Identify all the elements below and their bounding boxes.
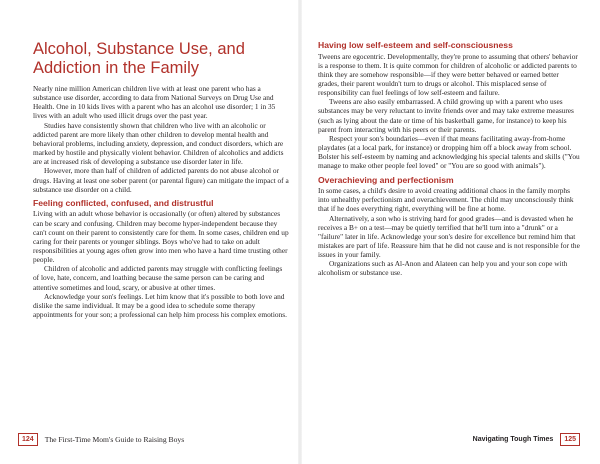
running-head-chapter: Navigating Tough Times (472, 436, 554, 443)
left-footer (18, 433, 191, 446)
body-paragraph: Tweens are also easily embarrassed. A child growing up with a parent who uses substances may be very reluctant to invite friends over and may take extreme measures (such as lying about the date or time of his basketball game, for instance) to keep his parent from interacting with his peers or their parents. (318, 97, 574, 134)
section-heading-self-esteem: Having low self-esteem and self-consciousness (318, 40, 513, 50)
body-paragraph: Organizations such as Al-Anon and Alateen can help you and your son cope with alcoholism or substance use. (318, 259, 568, 278)
right-page (300, 0, 600, 464)
intro-paragraph: Nearly nine million American children live with at least one parent who has a substance use disorder, according to data from National Surveys on Drug Use and Health. One in 10 kids lives with a parent who has an alcohol use disorder; 1 in 35 lives with an adult who used illicit drugs over the past year. (33, 84, 276, 121)
chapter-title-line-1: Alcohol, Substance Use, and (33, 40, 245, 58)
chapter-title (33, 40, 289, 78)
intro-paragraph: Studies have consistently shown that children who live with an alcoholic or addicted parent are more likely than other children to develop mental health and behavioral problems, including anxiety, depression, and conduct disorders, which are marked by hostile and physically violent behavior. Children of alcoholics and addicts are at increased risk of developing a substance use disorder later in life. (33, 120, 284, 167)
body-paragraph: Respect your son's boundaries—even if that means facilitating away-from-home playdates (at a local park, for instance) or dropping him off a block away from school. Bolster his self-esteem by naming and acknowledging his special talents and skills ("You manage to make other people feel loved" or "You are so good with animals"). (318, 133, 580, 171)
running-head-book-title: The First-Time Mom's Guide to Raising Boys (44, 435, 185, 444)
section-heading-perfectionism: Overachieving and perfectionism (318, 174, 454, 185)
body-paragraph: Acknowledge your son's feelings. Let him know that it's possible to both love and dislike the same individual. It may be a good idea to schedule some therapy appointments for your son; a professional can help him process his complex emotions. (33, 291, 287, 320)
left-text-column (33, 40, 289, 319)
body-paragraph: In some cases, a child's desire to avoid creating additional chaos in the family morphs into unhealthy perfectionism and overachievement. The child may unconsciously think that if he does everything right, everything will be fine at home. (318, 186, 574, 214)
right-footer (466, 433, 580, 446)
intro-paragraph: However, more than half of children of addicted parents do not abuse alcohol or drugs. Having at least one sober parent (or parental figure) can mitigate the impact of a substance use disorder on a child. (33, 166, 289, 194)
page-number-right: 125 (560, 433, 580, 446)
body-paragraph: Children of alcoholic and addicted parents may struggle with conflicting feelings of love, hate, concern, and loathing because the same person can be caring and attentive sometimes and loud, scary, or abusive at other times. (33, 264, 283, 292)
body-paragraph: Living with an adult whose behavior is occasionally (or often) altered by substances can be scary and confusing. Children may become hyper-independent because they can't count on their parent to consistently care for them. In some cases, children end up caring for their parents or younger siblings. Boys who've had to take on adult responsibilities at young ages often grow into men who have a hard time trusting other people. (33, 209, 289, 265)
body-paragraph: Alternatively, a son who is striving hard for good grades—and is devasted when he receives a B+ on a test—may be quietly terrified that he'll turn into a "drunk" or a "failure" later in life. Acknowledge your son's desire for excellence but remind him that mistakes are part of life. Reassure him that he did not cause and is not responsible for the issues in your family. (318, 213, 580, 260)
body-paragraph: Tweens are egocentric. Developmentally, they're prone to assuming that others' behavior is a response to them. It is quite common for children of alcoholic or addicted parents to think they are somehow responsible—if they were better behaved or earned better grades, their parent wouldn't turn to drugs or alcohol. This misplaced sense of responsibility can fuel feelings of low self-esteem and failure. (318, 51, 578, 98)
right-text-column (318, 40, 580, 278)
chapter-title-line-2: Addiction in the Family (33, 59, 199, 77)
section-heading-conflicted: Feeling conflicted, confused, and distrustful (33, 197, 214, 208)
page-number-left: 124 (18, 433, 38, 446)
